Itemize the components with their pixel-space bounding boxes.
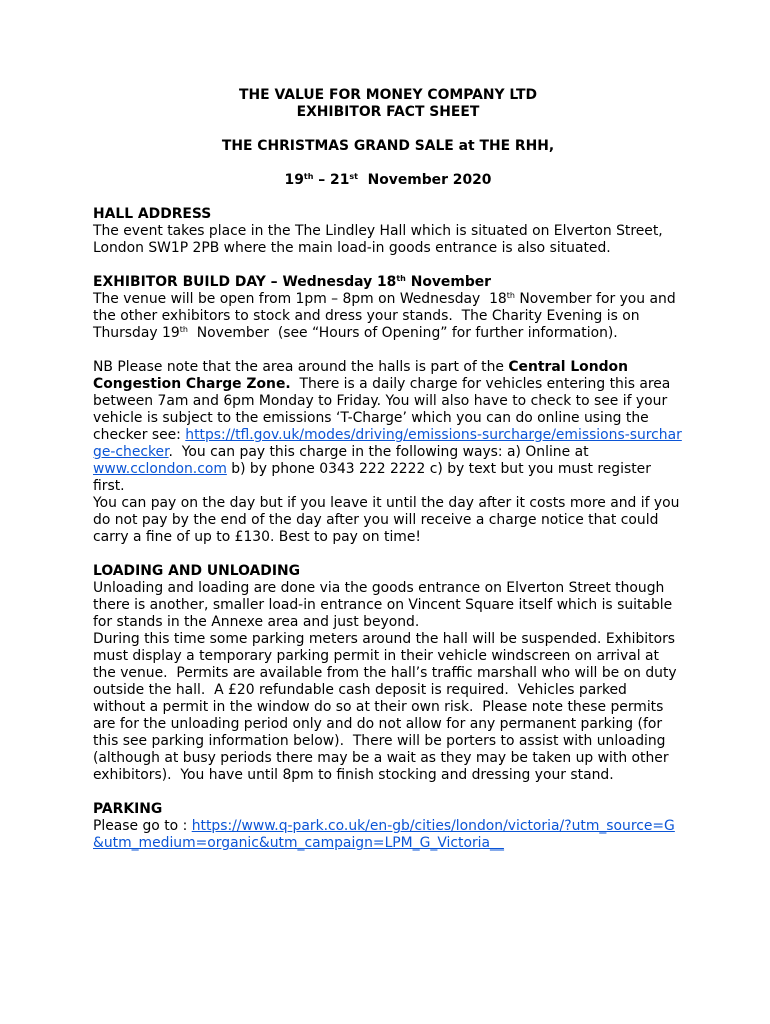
cclondon-link[interactable]: www.cclondon.com	[93, 461, 227, 477]
event-dates: 19th – 21st November 2020	[284, 172, 492, 188]
loading-heading: LOADING AND UNLOADING	[93, 563, 301, 579]
emissions-checker-link[interactable]: https://tfl.gov.uk/modes/driving/emissions-surcharge/emissions-surcharge-checker	[93, 427, 682, 460]
build-day-text: The venue will be open from 1pm – 8pm on Wednesday 18th November for you and the other exhibitors to stock and dress your stands. The Charity Evening is on Thursday 19th November (see “Hours of Opening” for further information).	[93, 291, 681, 341]
permit-text: During this time some parking meters around the hall will be suspended. Exhibitors must display a temporary parking permit in their vehicle windscreen on arrival at the venue. Permits are available from the hall’s traffic marshall who will be on duty outside the hall. A £20 refundable cash deposit is required. Vehicles parked without a permit in the window do so at their own risk. Please note these permits are for the unloading period only and do not allow for any permanent parking (for this see parking information below). There will be porters to assist with unloading (although at busy periods there may be a wait as they may be taken up with other exhibitors). You have until 8pm to finish stocking and dressing your stand.	[93, 631, 682, 783]
build-day-heading: EXHIBITOR BUILD DAY – Wednesday 18th November	[93, 274, 492, 290]
parking-heading: PARKING	[93, 801, 163, 817]
company-name: THE VALUE FOR MONEY COMPANY LTD	[239, 87, 537, 103]
q-park-link[interactable]: https://www.q-park.co.uk/en-gb/cities/london/victoria/?utm_source=G&utm_medium=organic&utm_campaign=LPM_G_Victoria__	[93, 818, 675, 851]
parking-text: Please go to : https://www.q-park.co.uk/en-gb/cities/london/victoria/?utm_source=G&utm_medium=organic&utm_campaign=LPM_G_Victoria__	[93, 818, 675, 851]
hall-address-text: The event takes place in the The Lindley Hall which is situated on Elverton Street, London SW1P 2PB where the main load-in goods entrance is also situated.	[93, 223, 663, 256]
congestion-charge-text: NB Please note that the area around the halls is part of the Central London Congestion Charge Zone. There is a daily charge for vehicles entering this area between 7am and 6pm Monday to Friday. You will also have to check to see if your vehicle is subject to the emissions ‘T-Charge’ which you can do online using the checker see: https://tfl.gov.uk/modes/driving/emissions-surcharge/emissions-surcharge-checker. You can pay this charge in the following ways: a) Online at www.cclondon.com b) by phone 0343 222 2222 c) by text but you must register first.	[93, 359, 682, 494]
loading-text: Unloading and loading are done via the goods entrance on Elverton Street though there is another, smaller load-in entrance on Vincent Square itself which is suitable for stands in the Annexe area and just beyond.	[93, 580, 673, 630]
document-title: EXHIBITOR FACT SHEET	[296, 104, 480, 120]
congestion-payment-text: You can pay on the day but if you leave it until the day after it costs more and if you do not pay by the end of the day after you will receive a charge notice that could carry a fine of up to £130. Best to pay on time!	[93, 495, 680, 545]
fact-sheet-page	[93, 87, 683, 852]
event-title: THE CHRISTMAS GRAND SALE at THE RHH,	[221, 138, 555, 154]
hall-address-heading: HALL ADDRESS	[93, 206, 212, 222]
